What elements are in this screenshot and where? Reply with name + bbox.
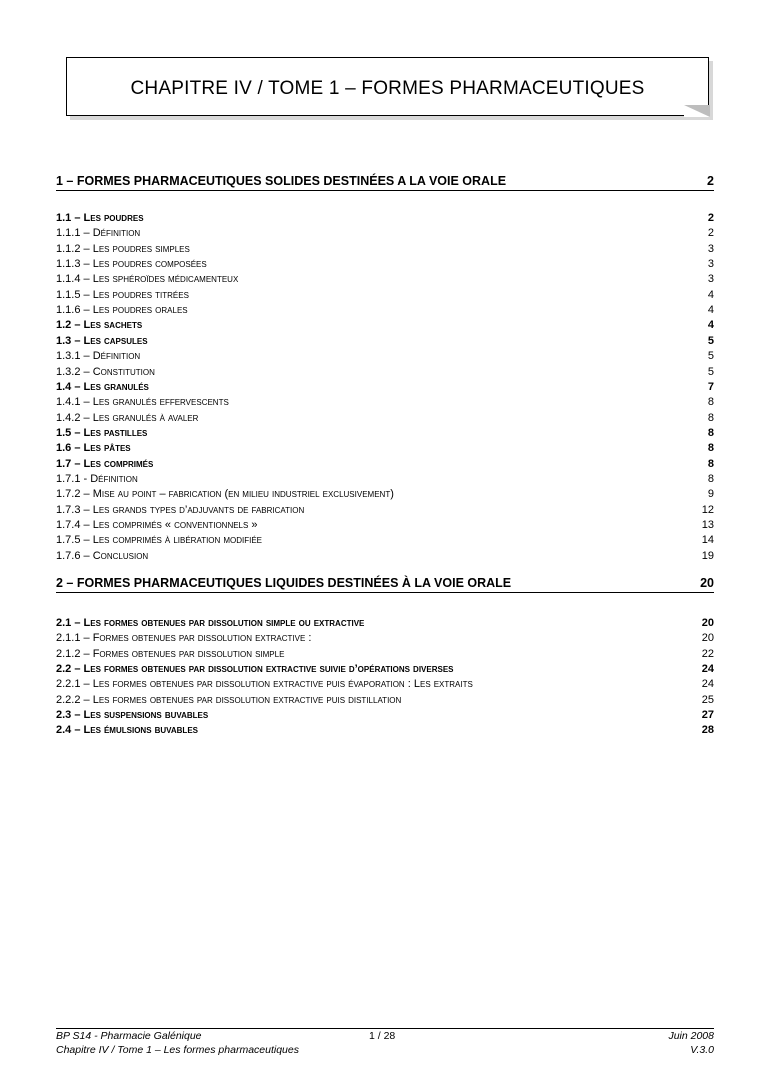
toc-entry-page: 8 [707, 411, 714, 424]
footer-course: BP S14 - Pharmacie Galénique [56, 1030, 202, 1042]
toc-entry[interactable] [56, 318, 714, 333]
toc-part-1[interactable] [56, 172, 714, 191]
toc-entry[interactable] [56, 411, 714, 426]
toc-entry-page: 27 [701, 708, 714, 721]
toc-entry-page: 8 [707, 396, 714, 409]
toc-entry-page: 22 [701, 647, 714, 660]
toc-entry-label: 1.2 – Les sachets [56, 319, 143, 332]
toc-entry-page: 12 [701, 503, 714, 516]
toc-part-2-page: 20 [700, 576, 714, 590]
toc-entry[interactable] [56, 677, 714, 692]
toc-entry-label: 1.1.4 – Les sphéroïdes médicamenteux [56, 273, 239, 286]
toc-entry-page: 7 [707, 380, 714, 393]
toc-entry[interactable] [56, 708, 714, 723]
toc-entry-label: 2.4 – Les émulsions buvables [56, 724, 198, 737]
page-footer [56, 1028, 714, 1057]
toc-entry-page: 9 [707, 488, 714, 501]
page-title: CHAPITRE IV / TOME 1 – FORMES PHARMACEUTIQUES [130, 78, 645, 99]
chapter-title-box [66, 57, 709, 116]
toc-entry[interactable] [56, 503, 714, 518]
toc-part-2[interactable] [56, 574, 714, 593]
toc-entry-page: 3 [707, 258, 714, 271]
toc-entry-label: 1.6 – Les pâtes [56, 442, 131, 455]
toc-entry[interactable] [56, 693, 714, 708]
toc-entry[interactable] [56, 272, 714, 287]
toc-entry-label: 1.7.1 - Définition [56, 472, 138, 485]
toc-entry[interactable] [56, 549, 714, 564]
toc-entry-page: 20 [701, 632, 714, 645]
toc-entry-label: 1.1.1 – Définition [56, 227, 141, 240]
toc-entry[interactable] [56, 257, 714, 272]
toc-entry-label: 2.1 – Les formes obtenues par dissolution simple ou extractive [56, 617, 365, 629]
toc-entry[interactable] [56, 288, 714, 303]
toc-entry[interactable] [56, 334, 714, 349]
toc-entry-page: 5 [707, 350, 714, 363]
toc-entry[interactable] [56, 472, 714, 487]
toc-entry[interactable] [56, 457, 714, 472]
toc-entry[interactable] [56, 662, 714, 677]
toc-entry-label: 1.1 – Les poudres [56, 212, 144, 224]
toc-entry[interactable] [56, 303, 714, 318]
toc-part-1-page: 2 [707, 174, 714, 188]
toc-entry-label: 1.7.6 – Conclusion [56, 549, 149, 562]
toc-entry-label: 1.1.5 – Les poudres titrées [56, 288, 189, 301]
toc-entry-page: 3 [707, 242, 714, 255]
toc-entry-page: 3 [707, 273, 714, 286]
toc-entry[interactable] [56, 533, 714, 548]
toc-entry[interactable] [56, 226, 714, 241]
toc-entry-label: 1.7.3 – Les grands types d’adjuvants de fabrication [56, 503, 305, 516]
toc-entry-label: 1.7.5 – Les comprimés à libération modifiée [56, 534, 263, 547]
toc-entry-label: 2.1.1 – Formes obtenues par dissolution extractive : [56, 632, 312, 645]
toc-entry-label: 1.5 – Les pastilles [56, 426, 148, 439]
toc-entry-label: 2.3 – Les suspensions buvables [56, 708, 209, 721]
toc-entry[interactable] [56, 426, 714, 441]
toc-entry-page: 8 [707, 472, 714, 485]
toc-entry-label: 1.4.1 – Les granulés effervescents [56, 396, 229, 409]
toc-entry-label: 2.2.1 – Les formes obtenues par dissolution extractive puis évaporation : Les extraits [56, 678, 473, 691]
toc-entry[interactable] [56, 518, 714, 533]
toc-entry-page: 4 [707, 304, 714, 317]
toc-entry-page: 4 [707, 319, 714, 332]
toc-entry-label: 2.1.2 – Formes obtenues par dissolution simple [56, 647, 285, 660]
toc-entry-page: 5 [707, 365, 714, 378]
toc-entry-page: 24 [701, 662, 714, 675]
toc-entry[interactable] [56, 723, 714, 738]
toc-entry-label: 1.7.2 – Mise au point – fabrication (en milieu industriel exclusivement) [56, 488, 394, 501]
toc-entry-label: 1.7 – Les comprimés [56, 457, 154, 470]
toc-entry[interactable] [56, 487, 714, 502]
toc-entry-label: 2.2.2 – Les formes obtenues par dissolution extractive puis distillation [56, 693, 402, 706]
toc-entry[interactable] [56, 395, 714, 410]
footer-chapter: Chapitre IV / Tome 1 – Les formes pharmaceutiques [56, 1044, 299, 1056]
toc-part-2-label: 2 – FORMES PHARMACEUTIQUES LIQUIDES DESTINÉES À LA VOIE ORALE [56, 576, 512, 590]
toc-entry-page: 19 [701, 549, 714, 562]
footer-version: V.3.0 [690, 1044, 714, 1056]
toc-entry[interactable] [56, 441, 714, 456]
toc-entry-page: 2 [707, 227, 714, 240]
toc-part-1-label: 1 – FORMES PHARMACEUTIQUES SOLIDES DESTINÉES A LA VOIE ORALE [56, 174, 507, 188]
toc-entry-page: 4 [707, 288, 714, 301]
toc-entry-page: 14 [701, 534, 714, 547]
toc-entry[interactable] [56, 631, 714, 646]
toc-entry[interactable] [56, 616, 714, 631]
toc-entry[interactable] [56, 647, 714, 662]
toc-entry-page: 24 [701, 678, 714, 691]
toc-entry[interactable] [56, 380, 714, 395]
toc-entry-label: 1.3.1 – Définition [56, 350, 141, 363]
toc-entry-label: 2.2 – Les formes obtenues par dissolution extractive suivie d’opérations diverses [56, 662, 454, 675]
toc-entry-label: 1.4 – Les granulés [56, 380, 149, 393]
toc-entry[interactable] [56, 365, 714, 380]
toc-entry-label: 1.7.4 – Les comprimés « conventionnels » [56, 519, 258, 531]
toc-entry-page: 5 [707, 334, 714, 347]
toc-entry-label: 1.3.2 – Constitution [56, 365, 155, 378]
toc-entry-label: 1.3 – Les capsules [56, 334, 148, 347]
toc-entry-page: 25 [701, 693, 714, 706]
toc-entry-label: 1.1.2 – Les poudres simples [56, 242, 190, 255]
toc-entry[interactable] [56, 349, 714, 364]
toc-entry-page: 2 [707, 212, 714, 224]
footer-date: Juin 2008 [668, 1030, 714, 1042]
toc-entry-page: 28 [701, 724, 714, 737]
page-curl-decoration [684, 105, 710, 117]
toc-entry-page: 13 [701, 519, 714, 531]
toc-entry-page: 8 [707, 426, 714, 439]
toc-entry-label: 1.4.2 – Les granulés à avaler [56, 411, 199, 424]
toc-entry[interactable] [56, 242, 714, 257]
toc-entry[interactable] [56, 211, 714, 226]
toc-entry-page: 8 [707, 442, 714, 455]
toc-entry-page: 8 [707, 457, 714, 470]
footer-page-number: 1 / 28 [369, 1030, 396, 1042]
toc-entry-label: 1.1.3 – Les poudres composées [56, 258, 207, 271]
toc-entry-page: 20 [701, 617, 714, 629]
toc-entry-label: 1.1.6 – Les poudres orales [56, 304, 188, 317]
